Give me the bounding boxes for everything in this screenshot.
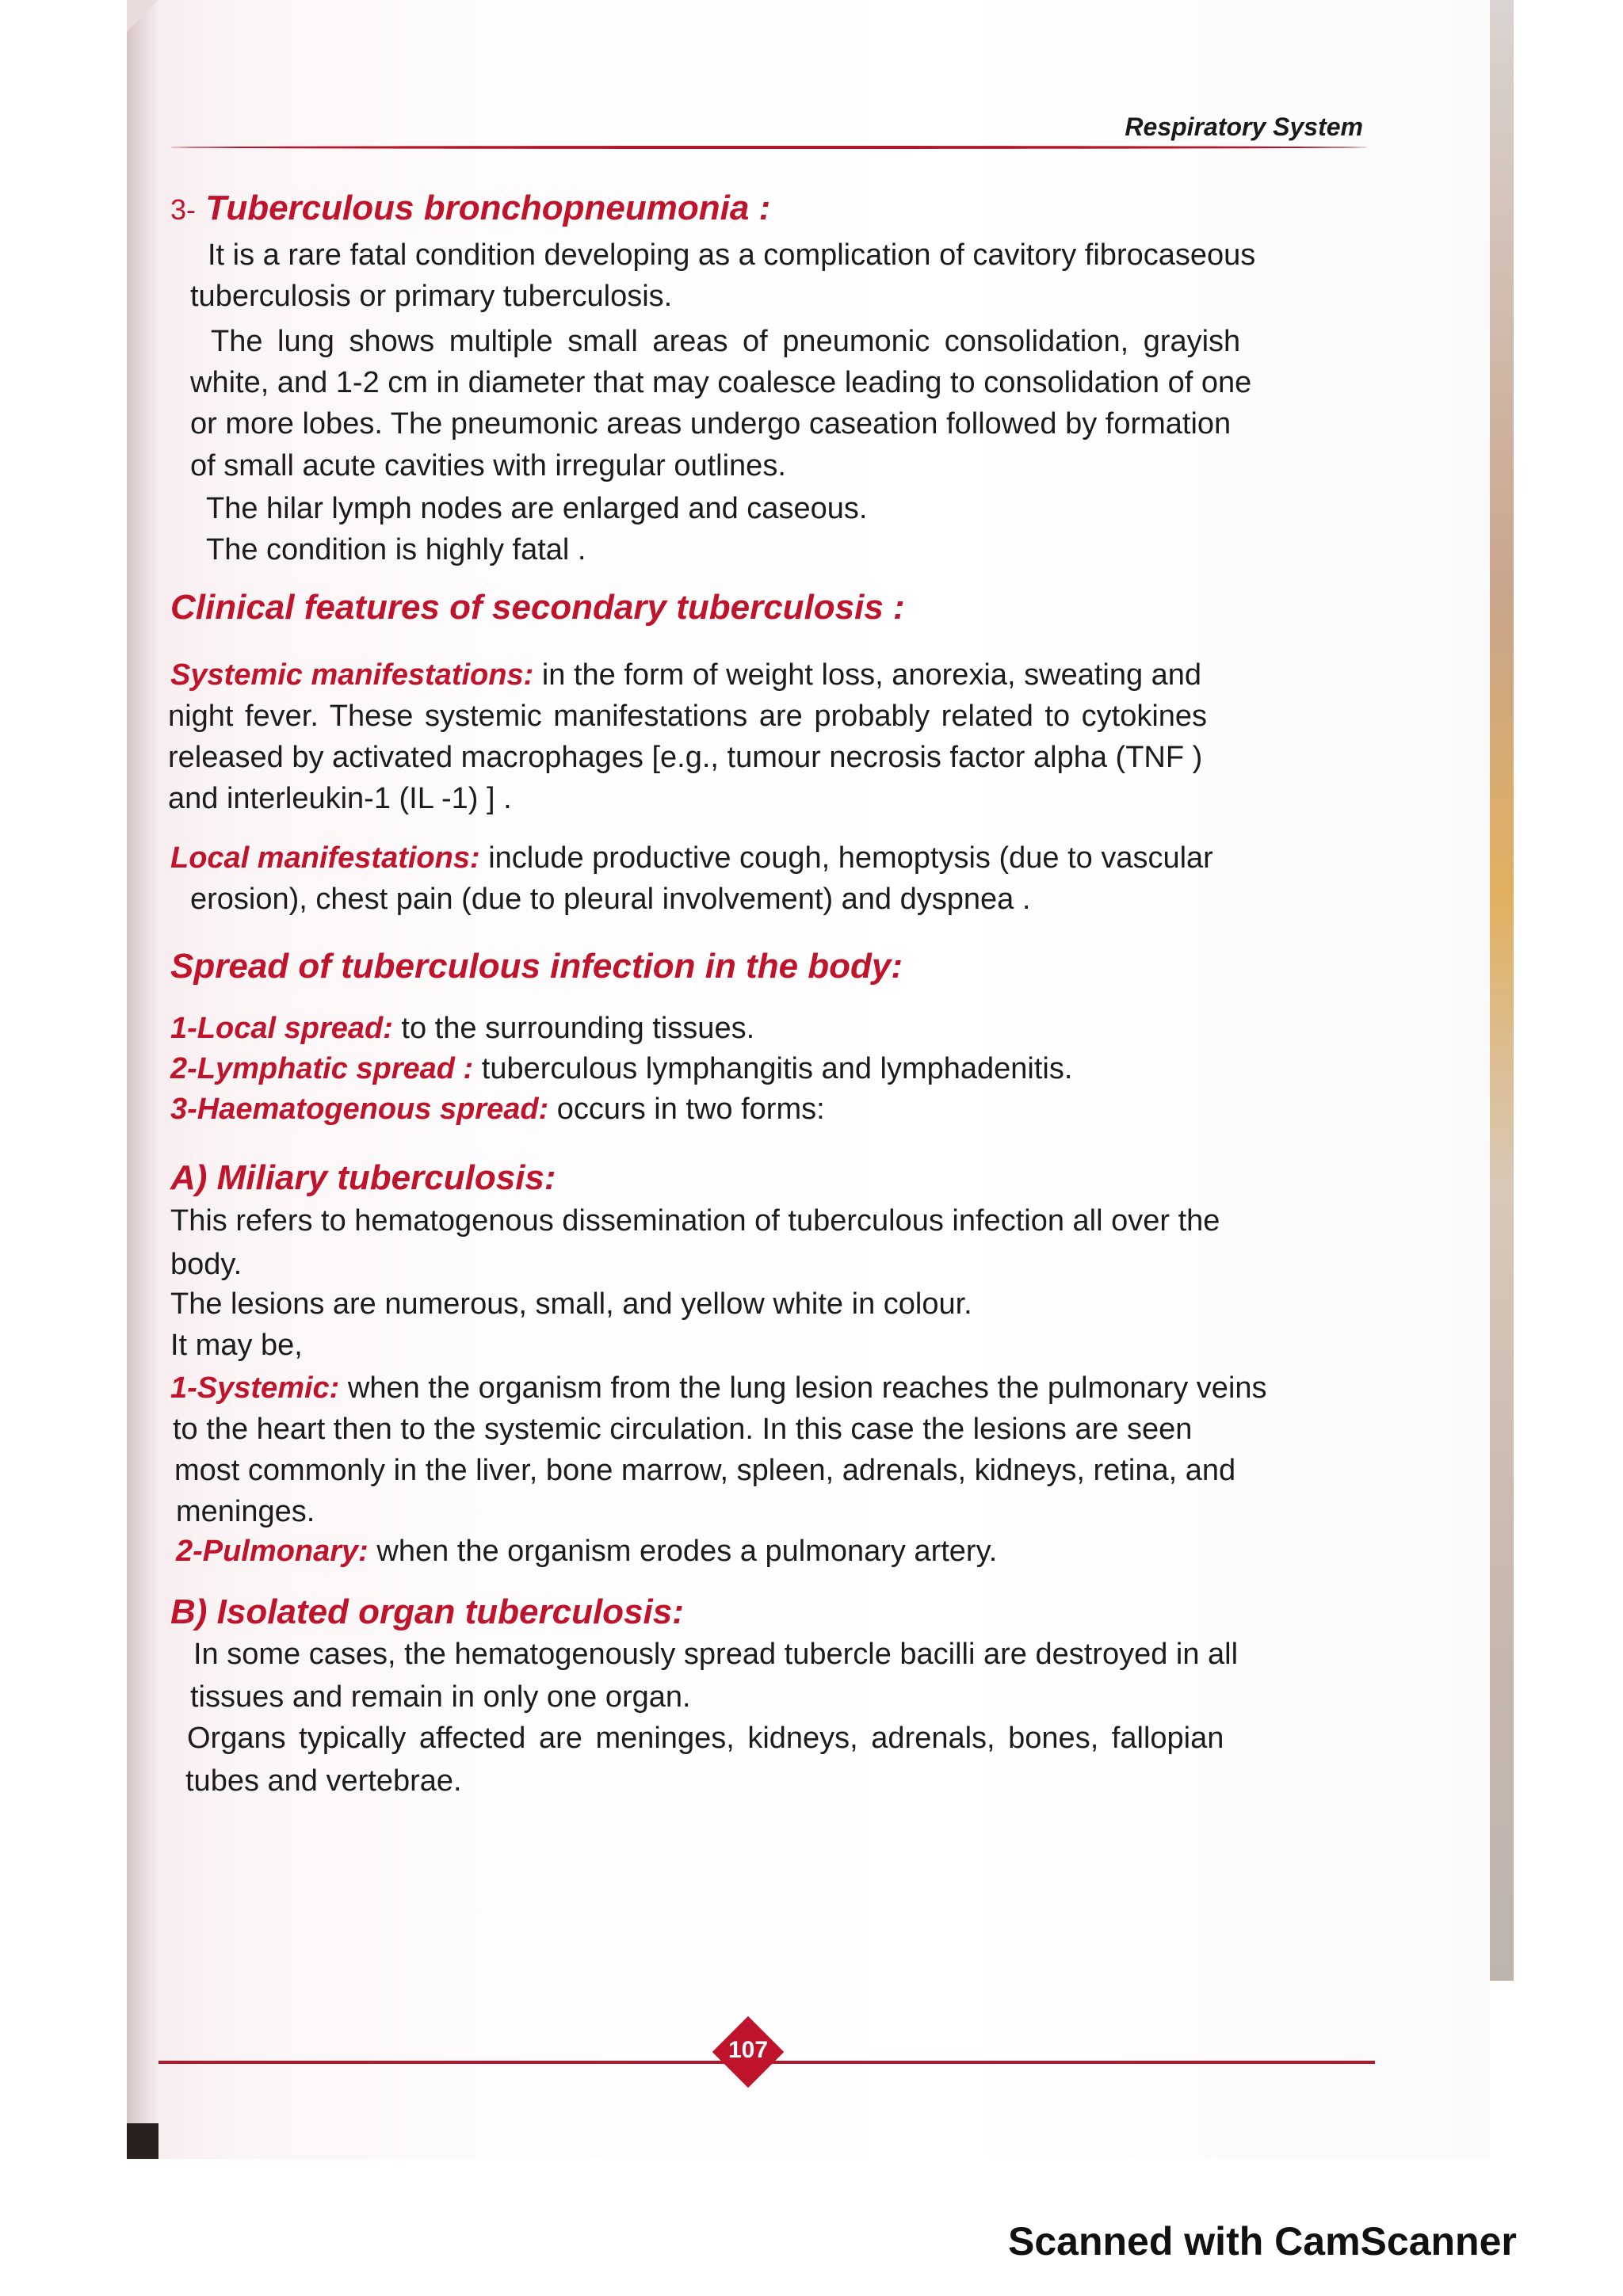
paragraph-line: Organs typically affected are meninges, kidneys, adrenals, bones, fallopian xyxy=(187,1722,1224,1755)
paragraph-text: include productive cough, hemoptysis (due to vascular xyxy=(479,841,1213,875)
paragraph-line: The lesions are numerous, small, and yellow white in colour. xyxy=(170,1287,972,1321)
paragraph-line: body. xyxy=(170,1248,242,1281)
list-item-text: tuberculous lymphangitis and lymphadenitis. xyxy=(473,1052,1073,1085)
page-number: 107 xyxy=(727,2037,769,2063)
list-item-label: 1-Local spread: xyxy=(170,1012,393,1045)
paragraph-line: night fever. These systemic manifestations are probably related to cytokines xyxy=(168,700,1208,733)
paragraph-line: and interleukin-1 (IL -1) ] . xyxy=(168,782,512,815)
paragraph-line: The condition is highly fatal . xyxy=(206,533,586,566)
paragraph-line: The lung shows multiple small areas of pneumonic consolidation, grayish xyxy=(211,325,1241,358)
paragraph-line xyxy=(170,1367,1267,1409)
section-heading-spread: Spread of tuberculous infection in the body: xyxy=(170,947,903,986)
list-item xyxy=(170,1008,754,1049)
paragraph-line: erosion), chest pain (due to pleural involvement) and dyspnea . xyxy=(190,883,1031,916)
header-rule xyxy=(170,146,1367,149)
paragraph-line: of small acute cavities with irregular outlines. xyxy=(190,449,786,482)
paragraph-line: meninges. xyxy=(176,1495,315,1528)
paragraph-text: when the organism from the lung lesion reaches the pulmonary veins xyxy=(339,1371,1267,1405)
list-item-label: 3-Haematogenous spread: xyxy=(170,1093,549,1126)
paragraph-line: It may be, xyxy=(170,1329,303,1362)
systemic-manifestations-label: Systemic manifestations: xyxy=(170,658,534,692)
paragraph-line: This refers to hematogenous dissemination of tuberculous infection all over the xyxy=(170,1204,1220,1238)
list-item-label: 2-Lymphatic spread : xyxy=(170,1052,474,1085)
paragraph-line: In some cases, the hematogenously spread tubercle bacilli are destroyed in all xyxy=(193,1638,1239,1671)
list-item-text: to the surrounding tissues. xyxy=(392,1012,755,1045)
page-gutter-shadow xyxy=(127,0,158,2159)
paragraph-line xyxy=(170,654,1201,696)
section-heading-miliary: A) Miliary tuberculosis: xyxy=(170,1158,556,1197)
section-heading-bronchopneumonia xyxy=(170,189,770,228)
section-heading-clinical-features: Clinical features of secondary tuberculosis : xyxy=(170,588,905,627)
paragraph-line: tuberculosis or primary tuberculosis. xyxy=(190,280,673,313)
paragraph-line xyxy=(170,837,1213,879)
paragraph-line: The hilar lymph nodes are enlarged and caseous. xyxy=(206,492,868,525)
pulmonary-label: 2-Pulmonary: xyxy=(176,1535,369,1568)
paragraph-text: in the form of weight loss, anorexia, sweating and xyxy=(533,658,1202,692)
running-header: Respiratory System xyxy=(1125,113,1363,141)
paragraph-line: or more lobes. The pneumonic areas undergo caseation followed by formation xyxy=(190,407,1232,441)
page-corner xyxy=(127,0,158,32)
list-item xyxy=(170,1048,1072,1089)
paragraph-line: tubes and vertebrae. xyxy=(185,1764,462,1798)
scanner-watermark: Scanned with CamScanner xyxy=(1008,2219,1517,2264)
book-edge xyxy=(1490,0,1514,1981)
paragraph-line xyxy=(176,1531,997,1572)
paragraph-line: most commonly in the liver, bone marrow, spleen, adrenals, kidneys, retina, and xyxy=(174,1454,1236,1487)
paragraph-line: It is a rare fatal condition developing as a complication of cavitory fibrocaseous xyxy=(208,238,1256,272)
section-heading-isolated-organ: B) Isolated organ tuberculosis: xyxy=(170,1592,684,1631)
heading-number: 3- xyxy=(170,193,197,226)
local-manifestations-label: Local manifestations: xyxy=(170,841,480,875)
paragraph-line: to the heart then to the systemic circulation. In this case the lesions are seen xyxy=(173,1413,1193,1446)
page-bottom-shadow xyxy=(127,2123,158,2159)
paragraph-text: when the organism erodes a pulmonary artery. xyxy=(368,1535,998,1568)
list-item-text: occurs in two forms: xyxy=(548,1093,825,1126)
systemic-label: 1-Systemic: xyxy=(170,1371,340,1405)
heading-text: Tuberculous bronchopneumonia : xyxy=(205,189,771,227)
list-item xyxy=(170,1089,825,1130)
paragraph-line: tissues and remain in only one organ. xyxy=(190,1680,691,1714)
paragraph-line: released by activated macrophages [e.g., tumour necrosis factor alpha (TNF ) xyxy=(168,741,1203,774)
paragraph-line: white, and 1-2 cm in diameter that may coalesce leading to consolidation of one xyxy=(190,366,1252,399)
